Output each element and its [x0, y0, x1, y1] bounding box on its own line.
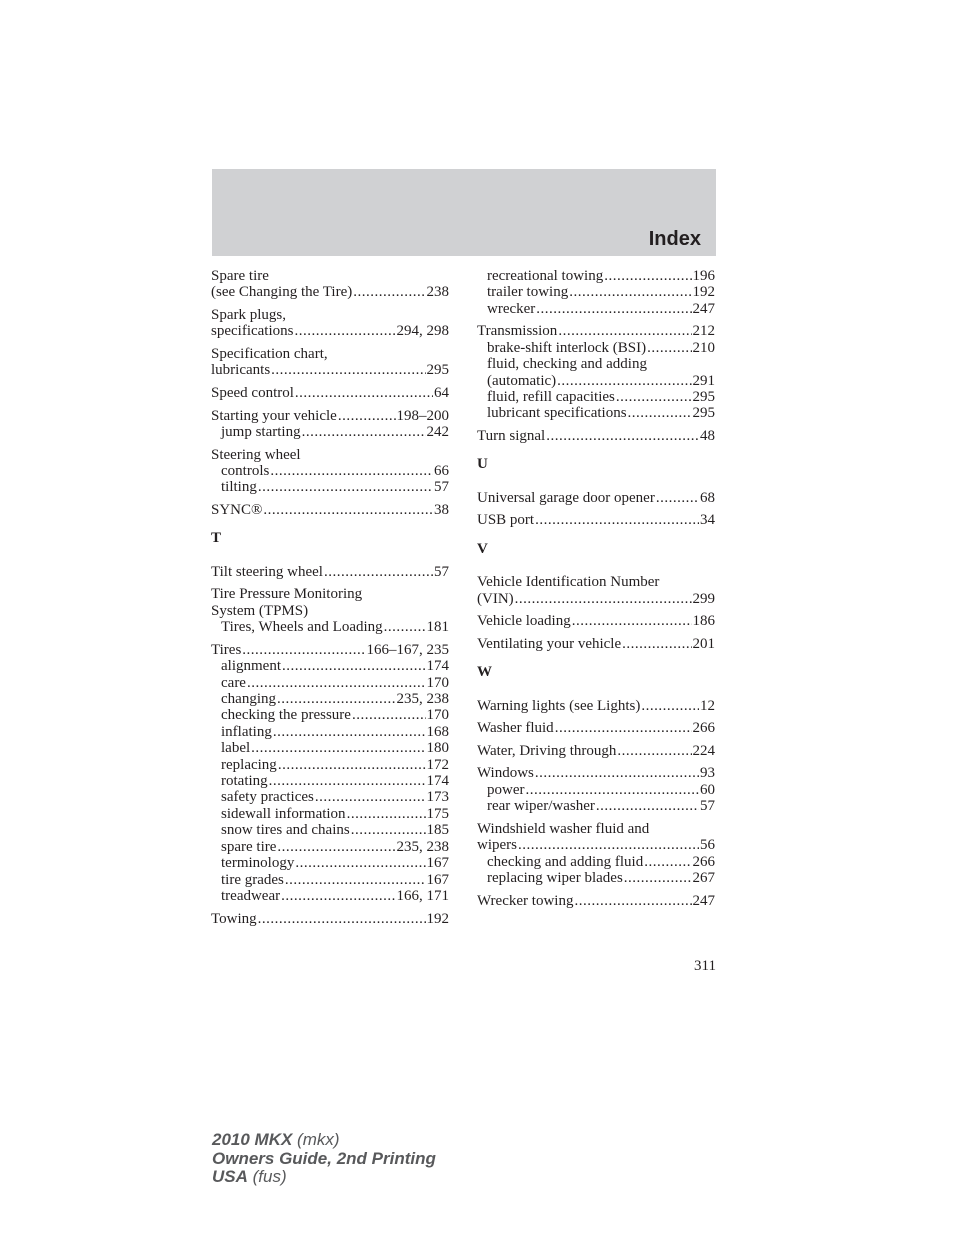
index-term: Water, Driving through	[477, 742, 617, 759]
index-page-ref: 210	[692, 339, 715, 356]
dot-leader	[526, 782, 700, 798]
index-term: brake-shift interlock (BSI)	[487, 339, 647, 356]
index-entry	[477, 268, 715, 317]
index-subentry-line	[211, 463, 449, 479]
index-term: lubricant specifications	[487, 405, 627, 422]
index-column-left	[211, 268, 449, 933]
index-term: safety practices	[221, 789, 314, 806]
dot-leader	[247, 675, 426, 691]
dot-leader	[258, 479, 433, 495]
dot-leader	[572, 613, 692, 629]
index-entry-line	[211, 284, 449, 300]
index-subentry-line	[477, 356, 715, 372]
dot-leader	[294, 323, 395, 339]
dot-leader	[515, 591, 692, 607]
dot-leader	[518, 837, 699, 853]
index-entry	[477, 613, 715, 629]
index-page-ref: 174	[426, 658, 449, 675]
index-term: Tires	[211, 641, 242, 658]
index-page-ref: 295	[692, 405, 715, 422]
index-term: checking and adding fluid	[487, 853, 644, 870]
index-page-ref: 12	[700, 697, 715, 714]
index-page-ref: 68	[700, 489, 715, 506]
index-page-ref: 198–200	[396, 407, 449, 424]
index-entry-line	[477, 490, 715, 506]
index-subentry-line	[477, 301, 715, 317]
index-subentry-line	[477, 798, 715, 814]
index-term: Speed control	[211, 385, 294, 401]
index-page-ref: 235, 238	[396, 838, 449, 855]
index-entry-line	[211, 408, 449, 424]
index-term: Turn signal	[477, 428, 546, 445]
index-entry	[477, 512, 715, 528]
dot-leader	[596, 798, 699, 814]
index-page-ref: 212	[692, 323, 715, 340]
dot-leader	[324, 564, 433, 580]
page-number: 311	[694, 958, 716, 974]
index-entry	[477, 720, 715, 736]
index-term: snow tires and chains	[221, 822, 350, 839]
index-page-ref: 291	[692, 372, 715, 389]
index-term: rear wiper/washer	[487, 798, 595, 815]
dot-leader	[647, 340, 691, 356]
index-subentry-line	[211, 707, 449, 723]
index-column-right	[477, 268, 715, 915]
index-subentry-line	[477, 782, 715, 798]
dot-leader	[273, 724, 426, 740]
index-subentry-line	[211, 888, 449, 904]
index-page-ref: 247	[692, 300, 715, 317]
index-entry-line	[477, 743, 715, 759]
index-entry	[211, 447, 449, 496]
index-section-letter: U	[477, 456, 488, 473]
dot-leader	[258, 911, 426, 927]
index-page-ref: 299	[692, 590, 715, 607]
index-term: USB port	[477, 512, 535, 529]
index-subentry-line	[477, 340, 715, 356]
dot-leader	[641, 698, 699, 714]
index-page-ref: 38	[434, 502, 449, 518]
index-section-letter: T	[211, 530, 222, 547]
footer-line-3: USA (fus)	[212, 1167, 287, 1186]
index-term: Tilt steering wheel	[211, 563, 323, 580]
index-page-ref: 57	[700, 798, 715, 815]
dot-leader	[277, 691, 396, 707]
dot-leader	[616, 389, 692, 405]
index-page-ref: 192	[426, 910, 449, 927]
index-term: rotating	[221, 773, 268, 790]
index-term: Steering wheel	[211, 446, 301, 463]
dot-leader	[353, 284, 425, 300]
dot-leader	[384, 619, 426, 635]
dot-leader	[315, 789, 426, 805]
dot-leader	[546, 428, 699, 444]
dot-leader	[624, 870, 692, 886]
index-page-ref: 192	[692, 284, 715, 301]
index-term: wrecker	[487, 300, 536, 317]
index-page-ref: 175	[426, 805, 449, 822]
dot-leader	[352, 707, 426, 723]
dot-leader	[557, 373, 691, 389]
index-term: Warning lights (see Lights)	[477, 697, 641, 714]
index-term: Spare tire	[211, 268, 269, 284]
index-term: jump starting	[221, 424, 301, 440]
index-subentry-line	[211, 806, 449, 822]
index-page-ref: 168	[426, 723, 449, 740]
dot-leader	[351, 822, 426, 838]
dot-leader	[302, 424, 426, 440]
index-subentry-line	[211, 789, 449, 805]
dot-leader	[295, 385, 433, 401]
index-entry	[477, 490, 715, 506]
index-term: Ventilating your vehicle	[477, 635, 622, 652]
index-term: tilting	[221, 479, 257, 496]
dot-leader	[338, 408, 396, 424]
index-entry-line	[477, 893, 715, 909]
index-entry-line	[477, 323, 715, 339]
index-page-ref: 266	[692, 720, 715, 737]
index-page-ref: 295	[692, 389, 715, 406]
index-term: Wrecker towing	[477, 892, 574, 909]
index-term: inflating	[221, 723, 272, 740]
dot-leader	[270, 463, 433, 479]
index-term: SYNC®	[211, 502, 263, 518]
footer-line-1: 2010 MKX (mkx)	[212, 1130, 340, 1149]
index-subentry-line	[477, 268, 715, 284]
index-page-ref: 166–167, 235	[366, 641, 449, 658]
index-entry-line	[211, 502, 449, 518]
index-term: (VIN)	[477, 590, 514, 607]
index-term: fluid, refill capacities	[487, 389, 615, 406]
index-page-ref: 172	[426, 756, 449, 773]
index-entry	[477, 743, 715, 759]
dot-leader	[617, 743, 691, 759]
index-term: Windshield washer fluid and	[477, 820, 650, 837]
index-subentry-line	[211, 424, 449, 440]
index-subentry-line	[211, 773, 449, 789]
index-page-ref: 57	[434, 563, 449, 580]
index-page-ref: 196	[692, 268, 715, 284]
index-subentry-line	[211, 822, 449, 838]
index-term: Towing	[211, 910, 257, 927]
index-subentry-line	[211, 839, 449, 855]
index-entry	[211, 502, 449, 518]
index-page-ref: 170	[426, 674, 449, 691]
index-page-ref: 247	[692, 892, 715, 909]
index-entry-line	[477, 821, 715, 837]
index-entry	[477, 428, 715, 444]
index-entry-line	[211, 385, 449, 401]
index-page-ref: 174	[426, 773, 449, 790]
dot-leader	[569, 284, 691, 300]
dot-leader	[535, 512, 699, 528]
index-term: alignment	[221, 658, 281, 675]
dot-leader	[574, 893, 691, 909]
index-entry-line	[211, 586, 449, 602]
index-entry-line	[477, 636, 715, 652]
index-page-ref: 295	[426, 362, 449, 379]
dot-leader	[285, 872, 426, 888]
index-entry-line	[211, 447, 449, 463]
index-page-ref: 181	[426, 619, 449, 636]
index-entry	[211, 385, 449, 401]
index-term: spare tire	[221, 838, 277, 855]
dot-leader	[242, 642, 365, 658]
index-term: Starting your vehicle	[211, 407, 337, 424]
index-term: Spark plugs,	[211, 307, 286, 323]
index-term: care	[221, 674, 246, 691]
index-term: Windows	[477, 765, 534, 782]
index-entry	[477, 323, 715, 421]
index-page-ref: 57	[434, 479, 449, 496]
dot-leader	[644, 854, 691, 870]
index-page-ref: 93	[700, 765, 715, 782]
index-page-ref: 242	[426, 424, 449, 440]
index-entry	[211, 642, 449, 905]
dot-leader	[347, 806, 426, 822]
index-term: Washer fluid	[477, 720, 554, 737]
dot-leader	[278, 757, 426, 773]
index-term: checking the pressure	[221, 707, 351, 724]
index-entry-line	[211, 346, 449, 362]
index-page-ref: 294, 298	[396, 323, 449, 340]
index-term: fluid, checking and adding	[487, 356, 647, 373]
index-subentry-line	[211, 757, 449, 773]
index-entry	[211, 346, 449, 379]
index-subentry-line	[211, 658, 449, 674]
dot-leader	[269, 773, 426, 789]
index-entry-line	[477, 574, 715, 590]
dot-leader	[282, 658, 426, 674]
dot-leader	[295, 855, 425, 871]
index-entry	[477, 765, 715, 814]
index-subentry-line	[211, 619, 449, 635]
index-page-ref: 34	[700, 512, 715, 529]
index-entry	[211, 564, 449, 580]
index-entry	[477, 574, 715, 607]
dot-leader	[622, 636, 691, 652]
index-term: treadwear	[221, 887, 281, 904]
index-page-ref: 235, 238	[396, 691, 449, 708]
page-title: Index	[648, 228, 701, 250]
dot-leader	[656, 490, 699, 506]
index-entry-line	[477, 512, 715, 528]
index-entry-line	[477, 613, 715, 629]
index-entry	[477, 698, 715, 714]
index-term: wipers	[477, 837, 517, 854]
dot-leader	[251, 740, 425, 756]
index-term: changing	[221, 691, 276, 708]
index-page-ref: 173	[426, 789, 449, 806]
index-subentry-line	[211, 691, 449, 707]
index-subentry-line	[477, 373, 715, 389]
index-page-ref: 267	[692, 870, 715, 887]
index-section-letter: W	[477, 664, 492, 681]
index-page-ref: 166, 171	[396, 887, 449, 904]
dot-leader	[558, 323, 691, 339]
dot-leader	[628, 405, 692, 421]
index-entry-line	[477, 591, 715, 607]
index-subentry-line	[477, 389, 715, 405]
index-entry	[211, 586, 449, 635]
index-term: recreational towing	[487, 268, 604, 284]
dot-leader	[536, 301, 691, 317]
index-page-ref: 170	[426, 707, 449, 724]
index-page-ref: 266	[692, 853, 715, 870]
index-term: sidewall information	[221, 805, 346, 822]
index-term: label	[221, 740, 251, 757]
index-page-ref: 180	[426, 740, 449, 757]
index-subentry-line	[211, 855, 449, 871]
index-entry-line	[211, 603, 449, 619]
index-entry-line	[477, 720, 715, 736]
dot-leader	[281, 888, 395, 904]
index-term: replacing	[221, 756, 277, 773]
index-subentry-line	[477, 870, 715, 886]
index-term: lubricants	[211, 362, 271, 379]
index-page-ref: 238	[426, 284, 449, 301]
index-entry	[211, 268, 449, 301]
index-page-ref: 186	[692, 613, 715, 630]
index-entry-line	[477, 428, 715, 444]
index-subentry-line	[477, 854, 715, 870]
index-entry	[211, 307, 449, 340]
dot-leader	[277, 839, 395, 855]
index-term: Universal garage door opener	[477, 489, 655, 506]
index-term: Specification chart,	[211, 346, 328, 362]
index-entry	[477, 636, 715, 652]
index-page-ref: 60	[700, 781, 715, 798]
header-band	[212, 169, 716, 256]
dot-leader	[555, 720, 692, 736]
dot-leader	[263, 502, 433, 518]
index-term: Vehicle Identification Number	[477, 574, 660, 591]
dot-leader	[271, 362, 425, 378]
index-subentry-line	[211, 740, 449, 756]
index-entry-line	[211, 911, 449, 927]
index-entry	[211, 911, 449, 927]
index-page-ref: 224	[692, 742, 715, 759]
index-entry-line	[211, 323, 449, 339]
index-page-ref: 56	[700, 837, 715, 854]
index-term: specifications	[211, 323, 294, 340]
index-term: Vehicle loading	[477, 613, 571, 630]
index-entry	[211, 408, 449, 441]
index-page-ref: 66	[434, 463, 449, 479]
index-term: power	[487, 781, 525, 798]
index-entry-line	[477, 698, 715, 714]
index-section-letter: V	[477, 540, 488, 557]
dot-leader	[604, 268, 691, 284]
index-entry	[477, 821, 715, 887]
index-subentry-line	[477, 405, 715, 421]
index-term: trailer towing	[487, 284, 569, 301]
footer-line-2: Owners Guide, 2nd Printing	[212, 1148, 436, 1168]
index-term: terminology	[221, 855, 295, 872]
index-term: replacing wiper blades	[487, 870, 623, 887]
index-term: tire grades	[221, 871, 284, 888]
index-term: Transmission	[477, 323, 558, 340]
index-subentry-line	[477, 284, 715, 300]
index-entry-line	[477, 837, 715, 853]
index-entry	[477, 893, 715, 909]
index-entry-line	[211, 268, 449, 284]
index-term: System (TPMS)	[211, 602, 309, 619]
index-term: (automatic)	[487, 372, 557, 389]
index-term: Tire Pressure Monitoring	[211, 586, 363, 603]
index-entry-line	[211, 362, 449, 378]
index-entry-line	[211, 307, 449, 323]
index-term: controls	[221, 463, 270, 479]
index-page-ref: 185	[426, 822, 449, 839]
footer	[212, 1131, 436, 1187]
index-entry-line	[211, 564, 449, 580]
index-subentry-line	[211, 872, 449, 888]
index-subentry-line	[211, 724, 449, 740]
index-subentry-line	[211, 479, 449, 495]
index-page-ref: 167	[426, 871, 449, 888]
index-term: Tires, Wheels and Loading	[221, 619, 383, 636]
index-entry-line	[211, 642, 449, 658]
index-entry-line	[477, 765, 715, 781]
index-subentry-line	[211, 675, 449, 691]
index-page-ref: 64	[434, 385, 449, 401]
dot-leader	[535, 765, 699, 781]
index-page-ref: 48	[700, 428, 715, 445]
index-page-ref: 167	[426, 855, 449, 872]
index-page-ref: 201	[692, 635, 715, 652]
index-term: (see Changing the Tire)	[211, 284, 353, 301]
